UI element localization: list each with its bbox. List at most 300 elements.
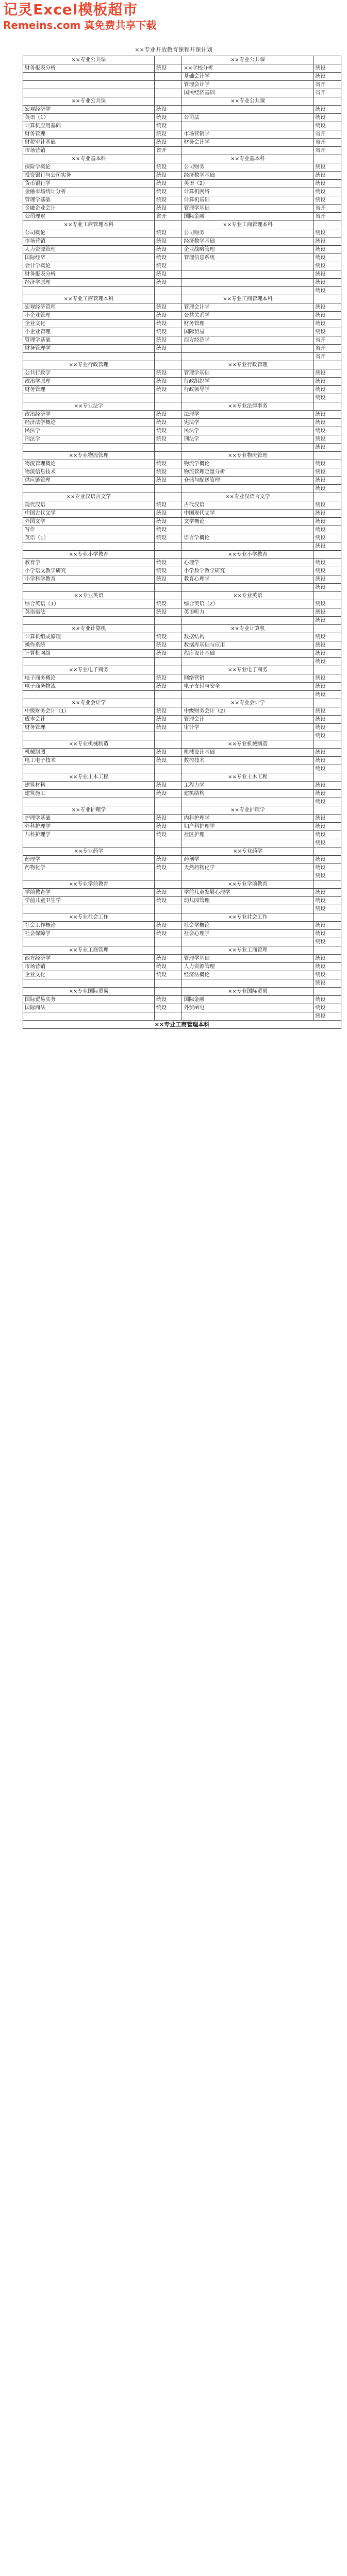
table-row xyxy=(23,815,341,823)
course-name-cell xyxy=(182,543,313,551)
course-name-cell: ××专业工商管理本科 xyxy=(182,295,313,303)
course-name-cell xyxy=(182,872,313,880)
course-type-cell: 省开 xyxy=(313,336,341,345)
table-row xyxy=(23,600,341,608)
course-type-cell xyxy=(313,221,341,229)
course-type-cell xyxy=(155,938,182,946)
course-name-cell xyxy=(23,732,155,740)
course-type-cell xyxy=(155,543,182,551)
course-name-cell: 行政领导学 xyxy=(182,386,313,394)
course-type-cell: 统设 xyxy=(155,724,182,732)
course-type-cell: 统设 xyxy=(313,790,341,798)
course-name-cell: 小学语文教学研究 xyxy=(23,567,155,575)
course-name-cell: 机械制图 xyxy=(23,749,155,757)
table-row xyxy=(23,328,341,336)
course-type-cell: 统设 xyxy=(313,180,341,188)
course-name-cell: 管理信息系统 xyxy=(182,254,313,262)
course-name-cell: 网络营销 xyxy=(182,674,313,683)
course-name-cell: 金融企业会计 xyxy=(23,205,155,213)
course-name-cell: 电子商务概论 xyxy=(23,674,155,683)
course-type-cell: 统设 xyxy=(155,312,182,320)
table-row xyxy=(23,930,341,938)
course-type-cell xyxy=(155,89,182,97)
table-row xyxy=(23,790,341,798)
course-name-cell: 国际金融 xyxy=(182,213,313,221)
course-type-cell xyxy=(155,221,182,229)
course-type-cell: 统设 xyxy=(155,411,182,419)
course-name-cell: ××专业公共课 xyxy=(23,97,155,106)
course-type-cell: 统设 xyxy=(155,922,182,930)
course-name-cell: 学前儿童发展心理学 xyxy=(182,889,313,897)
course-name-cell: 内科护理学 xyxy=(182,815,313,823)
course-type-cell xyxy=(155,394,182,402)
course-name-cell: 管理学基础 xyxy=(23,336,155,345)
course-type-cell: 统设 xyxy=(313,955,341,963)
course-type-cell xyxy=(313,97,341,106)
table-row xyxy=(23,468,341,477)
course-name-cell: 中级财务会计（2） xyxy=(182,707,313,716)
course-type-cell: 统设 xyxy=(155,460,182,468)
course-name-cell xyxy=(182,839,313,848)
course-type-cell: 统设 xyxy=(155,683,182,691)
table-row xyxy=(23,955,341,963)
table-row xyxy=(23,493,341,501)
course-type-cell xyxy=(313,806,341,815)
course-name-cell: 社区护理 xyxy=(182,831,313,839)
table-row xyxy=(23,336,341,345)
course-name-cell: 数控技术 xyxy=(182,757,313,765)
course-name-cell: 人力资源管理 xyxy=(23,246,155,254)
footer-title: ××专业工商管理本科 xyxy=(23,1021,341,1029)
course-type-cell: 统设 xyxy=(313,930,341,938)
course-type-cell: 统设 xyxy=(155,246,182,254)
course-type-cell: 统设 xyxy=(313,641,341,650)
course-name-cell: ××专业行政管理 xyxy=(182,361,313,369)
course-name-cell: 电工电子技术 xyxy=(23,757,155,765)
course-name-cell: ××专业国际贸易 xyxy=(23,988,155,996)
course-type-cell: 统设 xyxy=(155,188,182,196)
course-type-cell xyxy=(155,361,182,369)
course-name-cell: ××专业英语 xyxy=(23,592,155,600)
course-type-cell: 统设 xyxy=(155,815,182,823)
course-type-cell: 统设 xyxy=(155,749,182,757)
course-type-cell xyxy=(155,880,182,889)
table-row xyxy=(23,559,341,567)
course-type-cell: 统设 xyxy=(313,270,341,279)
course-name-cell: ××专业国际贸易 xyxy=(182,988,313,996)
course-type-cell: 统设 xyxy=(313,262,341,270)
course-name-cell: 管理会计 xyxy=(182,716,313,724)
course-name-cell xyxy=(182,345,313,353)
course-type-cell: 统设 xyxy=(313,419,341,427)
course-name-cell: 社会工作概论 xyxy=(23,922,155,930)
course-name-cell: 财务管理 xyxy=(23,724,155,732)
course-type-cell xyxy=(155,848,182,856)
course-name-cell xyxy=(23,287,155,295)
course-name-cell: 人力资源管理 xyxy=(182,963,313,971)
course-type-cell: 统设 xyxy=(313,724,341,732)
course-type-cell: 统设 xyxy=(313,238,341,246)
course-type-cell xyxy=(155,584,182,592)
course-name-cell: 小企业管理 xyxy=(23,312,155,320)
course-type-cell: 统设 xyxy=(313,938,341,946)
table-row xyxy=(23,452,341,460)
course-type-cell: 统设 xyxy=(313,872,341,880)
table-row xyxy=(23,122,341,130)
course-name-cell: ××专业小学教育 xyxy=(182,551,313,559)
course-type-cell: 省开 xyxy=(155,147,182,155)
course-type-cell: 统设 xyxy=(313,749,341,757)
brand-subtitle: Remeins.com 真免费共享下载 xyxy=(3,19,157,31)
course-type-cell: 统设 xyxy=(313,658,341,666)
course-type-cell: 统设 xyxy=(313,575,341,584)
course-name-cell: 国际经济 xyxy=(23,254,155,262)
table-row xyxy=(23,97,341,106)
course-type-cell: 统设 xyxy=(313,477,341,485)
course-type-cell: 统设 xyxy=(155,303,182,312)
course-type-cell xyxy=(155,666,182,674)
course-type-cell xyxy=(155,493,182,501)
course-name-cell: 英语听力 xyxy=(182,608,313,617)
table-row xyxy=(23,543,341,551)
course-type-cell: 统设 xyxy=(155,328,182,336)
course-name-cell xyxy=(182,122,313,130)
course-type-cell xyxy=(155,798,182,806)
course-name-cell xyxy=(23,765,155,773)
table-row xyxy=(23,567,341,575)
table-row xyxy=(23,674,341,683)
table-row xyxy=(23,963,341,971)
course-name-cell xyxy=(23,798,155,806)
table-row xyxy=(23,732,341,740)
table-row xyxy=(23,155,341,163)
table-row xyxy=(23,114,341,122)
table-row xyxy=(23,369,341,378)
course-type-cell xyxy=(155,732,182,740)
table-row xyxy=(23,740,341,749)
course-name-cell: 中国古代文学 xyxy=(23,510,155,518)
course-name-cell xyxy=(23,979,155,988)
course-type-cell xyxy=(313,592,341,600)
course-type-cell: 统设 xyxy=(313,864,341,872)
course-type-cell: 统设 xyxy=(155,518,182,526)
course-type-cell: 统设 xyxy=(313,106,341,114)
course-name-cell xyxy=(182,584,313,592)
course-type-cell: 统设 xyxy=(313,188,341,196)
course-name-cell: 成本会计 xyxy=(23,716,155,724)
course-name-cell: 经济数学基础 xyxy=(182,238,313,246)
course-name-cell: 西方经济学 xyxy=(182,336,313,345)
course-type-cell: 统设 xyxy=(155,716,182,724)
table-row xyxy=(23,839,341,848)
table-row xyxy=(23,213,341,221)
course-type-cell: 统设 xyxy=(155,238,182,246)
course-name-cell: 物流管理概论 xyxy=(23,460,155,468)
table-row xyxy=(23,749,341,757)
course-name-cell: ××专业机械制造 xyxy=(182,740,313,749)
course-type-cell xyxy=(155,444,182,452)
course-name-cell: 计算机网络 xyxy=(182,188,313,196)
course-name-cell xyxy=(23,1012,155,1021)
table-row xyxy=(23,625,341,633)
table-row xyxy=(23,295,341,303)
course-type-cell: 省开 xyxy=(313,345,341,353)
course-type-cell: 统设 xyxy=(155,971,182,979)
course-type-cell: 统设 xyxy=(313,444,341,452)
course-name-cell: 公共行政学 xyxy=(23,369,155,378)
course-name-cell xyxy=(23,485,155,493)
table-row xyxy=(23,320,341,328)
course-type-cell xyxy=(313,880,341,889)
course-type-cell: 统设 xyxy=(313,369,341,378)
course-name-cell: ××专业机械制造 xyxy=(23,740,155,749)
course-name-cell: ××专业公共课 xyxy=(23,56,155,64)
table-row xyxy=(23,345,341,353)
course-type-cell xyxy=(313,452,341,460)
course-name-cell: 刑法学 xyxy=(23,435,155,444)
course-name-cell: 教育心理学 xyxy=(182,575,313,584)
brand-logo xyxy=(3,1,158,53)
course-name-cell: ××专业汉语言文学 xyxy=(23,493,155,501)
course-name-cell: 机械设计基础 xyxy=(182,749,313,757)
course-type-cell xyxy=(313,848,341,856)
course-type-cell: 统设 xyxy=(313,254,341,262)
course-type-cell: 统设 xyxy=(313,460,341,468)
course-name-cell: ××专业药学 xyxy=(182,848,313,856)
table-row xyxy=(23,946,341,955)
course-name-cell: ××专业护理学 xyxy=(182,806,313,815)
course-type-cell: 统设 xyxy=(313,567,341,575)
course-type-cell: 统设 xyxy=(313,996,341,1004)
course-name-cell: 天然药物化学 xyxy=(182,864,313,872)
course-name-cell: 建筑材料 xyxy=(23,782,155,790)
course-type-cell: 统设 xyxy=(313,526,341,534)
course-type-cell: 统设 xyxy=(313,839,341,848)
table-row xyxy=(23,988,341,996)
course-name-cell xyxy=(23,584,155,592)
table-row xyxy=(23,411,341,419)
course-type-cell xyxy=(155,97,182,106)
course-type-cell xyxy=(155,839,182,848)
course-name-cell: ××专业学前教育 xyxy=(23,880,155,889)
course-name-cell: ××专业法律事务 xyxy=(182,402,313,411)
course-type-cell: 统设 xyxy=(313,798,341,806)
course-name-cell: 社会学概论 xyxy=(182,922,313,930)
course-name-cell xyxy=(182,979,313,988)
course-name-cell xyxy=(182,485,313,493)
course-name-cell: ××专业电子商务 xyxy=(23,666,155,674)
course-name-cell: 市场营销 xyxy=(23,963,155,971)
course-name-cell: 财务管理 xyxy=(182,320,313,328)
course-type-cell xyxy=(313,361,341,369)
course-name-cell xyxy=(182,1012,313,1021)
course-type-cell: 省开 xyxy=(313,147,341,155)
course-name-cell: 程序设计基础 xyxy=(182,650,313,658)
course-type-cell xyxy=(155,56,182,64)
course-name-cell xyxy=(23,658,155,666)
table-row xyxy=(23,691,341,699)
course-type-cell: 统设 xyxy=(155,468,182,477)
course-type-cell: 统设 xyxy=(155,757,182,765)
course-name-cell xyxy=(182,147,313,155)
course-type-cell: 统设 xyxy=(313,246,341,254)
course-type-cell: 省开 xyxy=(313,213,341,221)
table-row xyxy=(23,872,341,880)
course-type-cell xyxy=(313,493,341,501)
table-row xyxy=(23,897,341,905)
course-type-cell: 统设 xyxy=(313,617,341,625)
course-name-cell xyxy=(23,89,155,97)
course-name-cell: 经济法概论 xyxy=(182,971,313,979)
table-row xyxy=(23,856,341,864)
course-type-cell: 省开 xyxy=(313,130,341,139)
course-name-cell xyxy=(182,617,313,625)
course-name-cell: 保险学概论 xyxy=(23,163,155,172)
course-name-cell: ××专业社会工作 xyxy=(182,913,313,922)
course-name-cell: 国际贸易 xyxy=(182,328,313,336)
course-type-cell xyxy=(155,73,182,81)
table-row xyxy=(23,683,341,691)
table-row xyxy=(23,658,341,666)
course-name-cell: 文学概论 xyxy=(182,518,313,526)
course-type-cell: 统设 xyxy=(155,641,182,650)
table-row xyxy=(23,848,341,856)
course-type-cell: 统设 xyxy=(155,930,182,938)
course-type-cell xyxy=(155,452,182,460)
course-type-cell: 统设 xyxy=(313,468,341,477)
course-type-cell: 统设 xyxy=(313,584,341,592)
course-type-cell: 统设 xyxy=(155,600,182,608)
course-type-cell xyxy=(313,913,341,922)
course-type-cell: 统设 xyxy=(313,691,341,699)
course-type-cell xyxy=(155,592,182,600)
course-name-cell: 国际贸易实务 xyxy=(23,996,155,1004)
course-type-cell: 统设 xyxy=(313,600,341,608)
table-row xyxy=(23,460,341,468)
table-row xyxy=(23,394,341,402)
course-type-cell xyxy=(155,979,182,988)
course-name-cell: ××专业工商管理 xyxy=(23,946,155,955)
course-name-cell: 管理会计学 xyxy=(182,303,313,312)
course-name-cell: 市场营销学 xyxy=(182,130,313,139)
table-row xyxy=(23,221,341,229)
course-name-cell: 政治学原理 xyxy=(23,378,155,386)
course-type-cell: 统设 xyxy=(313,518,341,526)
course-type-cell: 统设 xyxy=(313,122,341,130)
course-name-cell: ××专业基本科 xyxy=(182,155,313,163)
course-type-cell: 省开 xyxy=(313,81,341,89)
course-name-cell: 幼儿园管理 xyxy=(182,897,313,905)
table-row xyxy=(23,419,341,427)
course-type-cell: 统设 xyxy=(313,163,341,172)
course-type-cell: 省开 xyxy=(313,353,341,361)
table-row xyxy=(23,477,341,485)
course-name-cell: 公共关系学 xyxy=(182,312,313,320)
course-type-cell xyxy=(313,666,341,674)
course-type-cell: 统设 xyxy=(155,378,182,386)
course-name-cell: 写作 xyxy=(23,526,155,534)
course-name-cell: 企业文化 xyxy=(23,971,155,979)
course-type-cell: 统设 xyxy=(155,996,182,1004)
course-name-cell: 教育学 xyxy=(23,559,155,567)
course-name-cell: 数据库基础与应用 xyxy=(182,641,313,650)
course-name-cell xyxy=(23,543,155,551)
table-row xyxy=(23,56,341,64)
table-row xyxy=(23,386,341,394)
course-name-cell: 公司财务 xyxy=(182,229,313,238)
course-type-cell xyxy=(313,402,341,411)
course-name-cell xyxy=(182,938,313,946)
course-name-cell: 公司法 xyxy=(182,114,313,122)
course-name-cell: 计算机应用基础 xyxy=(23,122,155,130)
course-type-cell: 统设 xyxy=(313,1012,341,1021)
course-name-cell: ××专业护理学 xyxy=(23,806,155,815)
course-name-cell: 供应链管理 xyxy=(23,477,155,485)
course-type-cell xyxy=(313,155,341,163)
table-row xyxy=(23,526,341,534)
course-name-cell: 中国现代文学 xyxy=(182,510,313,518)
course-name-cell xyxy=(182,287,313,295)
course-type-cell: 统设 xyxy=(313,674,341,683)
course-name-cell xyxy=(182,106,313,114)
course-name-cell: 市场营销 xyxy=(23,147,155,155)
course-name-cell: 国际商法 xyxy=(23,1004,155,1012)
course-name-cell: 财务会计学 xyxy=(182,139,313,147)
course-name-cell: 宏观经济学 xyxy=(23,106,155,114)
course-type-cell xyxy=(155,551,182,559)
table-row xyxy=(23,1012,341,1021)
table-row xyxy=(23,485,341,493)
course-type-cell: 统设 xyxy=(313,435,341,444)
course-name-cell: 民法学 xyxy=(23,427,155,435)
course-type-cell: 统设 xyxy=(313,485,341,493)
table-row xyxy=(23,922,341,930)
course-name-cell: 计算机网络 xyxy=(23,650,155,658)
course-name-cell xyxy=(23,73,155,81)
course-type-cell xyxy=(155,81,182,89)
course-type-cell: 统设 xyxy=(155,435,182,444)
course-name-cell: ××专业物流管理 xyxy=(23,452,155,460)
course-type-cell: 统设 xyxy=(313,716,341,724)
course-type-cell: 统设 xyxy=(313,782,341,790)
course-type-cell: 统设 xyxy=(155,782,182,790)
course-type-cell xyxy=(155,691,182,699)
course-name-cell: ××专业物流管理 xyxy=(182,452,313,460)
course-name-cell: 英语（1） xyxy=(23,114,155,122)
course-type-cell: 统设 xyxy=(313,114,341,122)
course-type-cell: 统设 xyxy=(313,963,341,971)
course-type-cell: 省开 xyxy=(155,213,182,221)
course-type-cell: 统设 xyxy=(155,501,182,510)
course-type-cell: 统设 xyxy=(155,279,182,287)
course-name-cell xyxy=(23,81,155,89)
table-row xyxy=(23,287,341,295)
course-name-cell xyxy=(23,839,155,848)
table-row xyxy=(23,353,341,361)
table-row xyxy=(23,551,341,559)
course-name-cell xyxy=(182,691,313,699)
course-type-cell: 统设 xyxy=(155,180,182,188)
brand-title: 记灵Excel模板超市 xyxy=(3,1,138,18)
course-name-cell xyxy=(182,394,313,402)
course-type-cell: 统设 xyxy=(313,386,341,394)
course-type-cell: 统设 xyxy=(155,707,182,716)
course-name-cell: 审计学 xyxy=(182,724,313,732)
course-type-cell: 统设 xyxy=(313,559,341,567)
course-name-cell: ××专业工商管理本科 xyxy=(182,221,313,229)
page-title: ××专业开放教育课程开课计划 xyxy=(135,46,212,53)
course-name-cell xyxy=(182,279,313,287)
